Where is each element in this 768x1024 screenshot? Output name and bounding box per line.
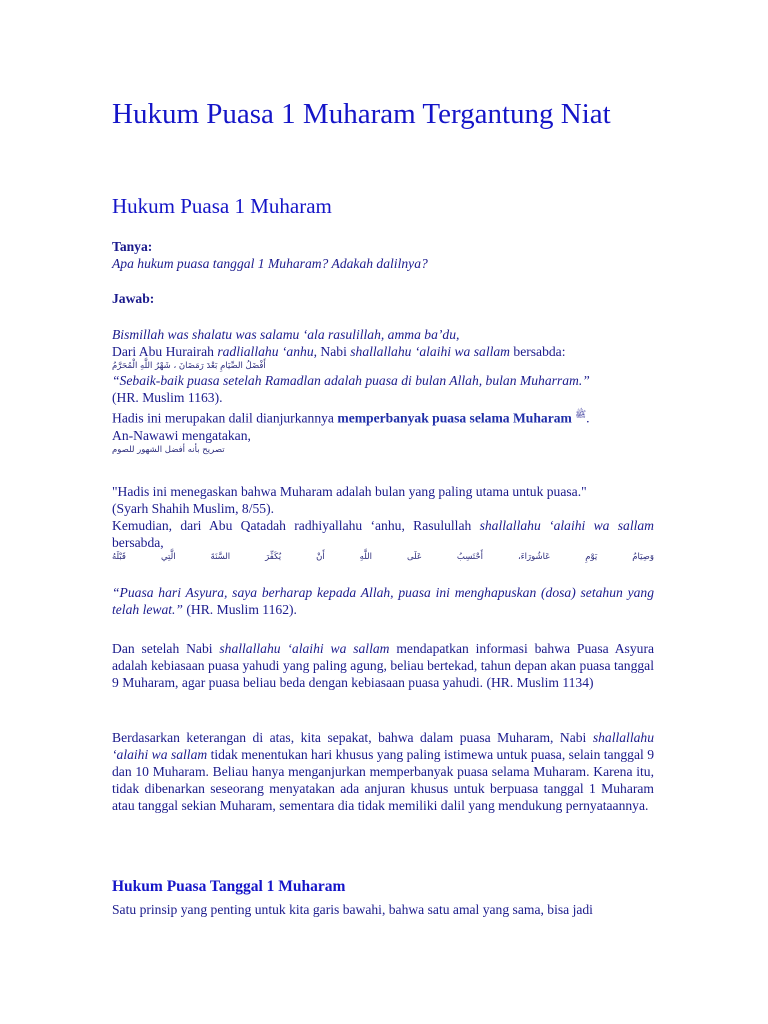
question-text: Apa hukum puasa tanggal 1 Muharam? Adakah dalilnya? [112, 256, 428, 271]
qatadah-prefix: Kemudian, dari Abu Qatadah radhiyallahu ‘anhu, Rasulullah [112, 518, 480, 533]
paragraph-conclusion-text [112, 729, 654, 814]
jawab-block [112, 290, 654, 307]
highlight-link: memperbanyak puasa selama Muharam [337, 410, 572, 426]
intro-salutation: shallallahu ‘alaihi wa sallam [350, 344, 510, 359]
quote-translation-2: “Puasa hari Asyura, saya berharap kepada Allah, puasa ini menghapuskan (dosa) setahun yang telah lewat.” [112, 585, 654, 617]
para2-prefix: Berdasarkan keterangan di atas, kita sepakat, bahwa dalam puasa Muharam, Nabi [112, 730, 593, 745]
qatadah-line [112, 517, 654, 551]
arabic-quote-1: أَفْضَلُ الصِّيَامِ بَعْدَ رَمَضَانَ ، شَهْرُ اللَّهِ الْمُحَرَّمُ [112, 361, 266, 371]
intro-mid: , Nabi [313, 344, 351, 359]
nawawi-line: An-Nawawi mengatakan, [112, 427, 251, 443]
paragraph-conclusion [112, 729, 654, 814]
intro-text: Dari Abu Hurairah [112, 344, 218, 359]
section2-paragraph [112, 901, 654, 918]
hadis-explanation-line [112, 406, 654, 427]
salawat-mark-icon: ﷺ [575, 409, 587, 419]
hadis-suffix: . [586, 410, 590, 426]
qatadah-suffix: bersabda, [112, 535, 164, 550]
qatadah-salutation: shallallahu ‘alaihi wa sallam [479, 518, 654, 533]
hadis-prefix: Hadis ini merupakan dalil dianjurkannya [112, 410, 338, 426]
para2-salutation: shallallahu ‘alaihi wa sallam [112, 730, 654, 762]
section-heading-hukum-puasa: Hukum Puasa 1 Muharam [112, 194, 332, 218]
page-title: Hukum Puasa 1 Muharam Tergantung Niat [112, 98, 611, 130]
para2-suffix: tidak menentukan hari khusus yang paling istimewa untuk puasa, selain tanggal 9 dan 10 Muharam. Beliau hanya menganjurkan memperbanyak puasa selama Muharam. Karena itu, tidak dibenarkan seseorang menyatakan ada anjuran khusus untuk berpuasa tanggal 1 Muharam atau tanggal sekian Muharam, sementara dia tidak memiliki dalil yang mendukung pernyataannya. [112, 747, 654, 813]
qa-block [112, 238, 654, 272]
intro-suffix: bersabda: [510, 344, 566, 359]
quote-translation-1: “Sebaik-baik puasa setelah Ramadlan adalah puasa di bulan Allah, bulan Muharram.” [112, 373, 590, 388]
source-citation-3: (HR. Muslim 1162). [183, 602, 297, 617]
explanation-block [112, 483, 654, 563]
tanya-label: Tanya: [112, 239, 153, 254]
explanation-quote: "Hadis ini menegaskan bahwa Muharam adalah bulan yang paling utama untuk puasa." [112, 484, 587, 499]
opening-line: Bismillah was shalatu was salamu ‘ala rasulillah, amma ba’du, [112, 327, 460, 342]
asyura-quote-block [112, 584, 654, 618]
source-citation-2: (Syarh Shahih Muslim, 8/55). [112, 501, 274, 516]
answer-block [112, 326, 654, 456]
paragraph-asyura-text [112, 640, 654, 691]
source-citation-1: (HR. Muslim 1163). [112, 390, 223, 405]
para1-salutation: shallallahu ‘alaihi wa sallam [219, 641, 390, 656]
jawab-label: Jawab: [112, 291, 155, 306]
para1-suffix: mendapatkan informasi bahwa Puasa Asyura adalah kebiasaan puasa yahudi yang paling agung, beliau bertekad, tahun depan akan puasa tanggal 9 Muharam, agar puasa beliau beda dengan kebiasaan puasa yahudi. (HR. Muslim 1134) [112, 641, 655, 690]
intro-honorific: radliallahu ‘anhu [217, 344, 314, 359]
para1-prefix: Dan setelah Nabi [112, 641, 220, 656]
arabic-quote-2: تصريح بأنه أفضل الشهور للصوم [112, 444, 225, 455]
hadith-intro-line [112, 343, 654, 360]
asyura-quote-line [112, 584, 654, 618]
paragraph-asyura [112, 640, 654, 691]
arabic-quote-3: وَصِيَامُ يَوْمِ عَاشُورَاءَ، أَحْتَسِبُ عَلَى اللَّهِ أَنْ يُكَفِّرَ السَّنَةَ الَّتِي قَبْلَهُ [112, 552, 654, 562]
section-heading-tanggal-1: Hukum Puasa Tanggal 1 Muharam [112, 878, 346, 895]
section2-text: Satu prinsip yang penting untuk kita garis bawahi, bahwa satu amal yang sama, bisa jadi [112, 902, 593, 917]
